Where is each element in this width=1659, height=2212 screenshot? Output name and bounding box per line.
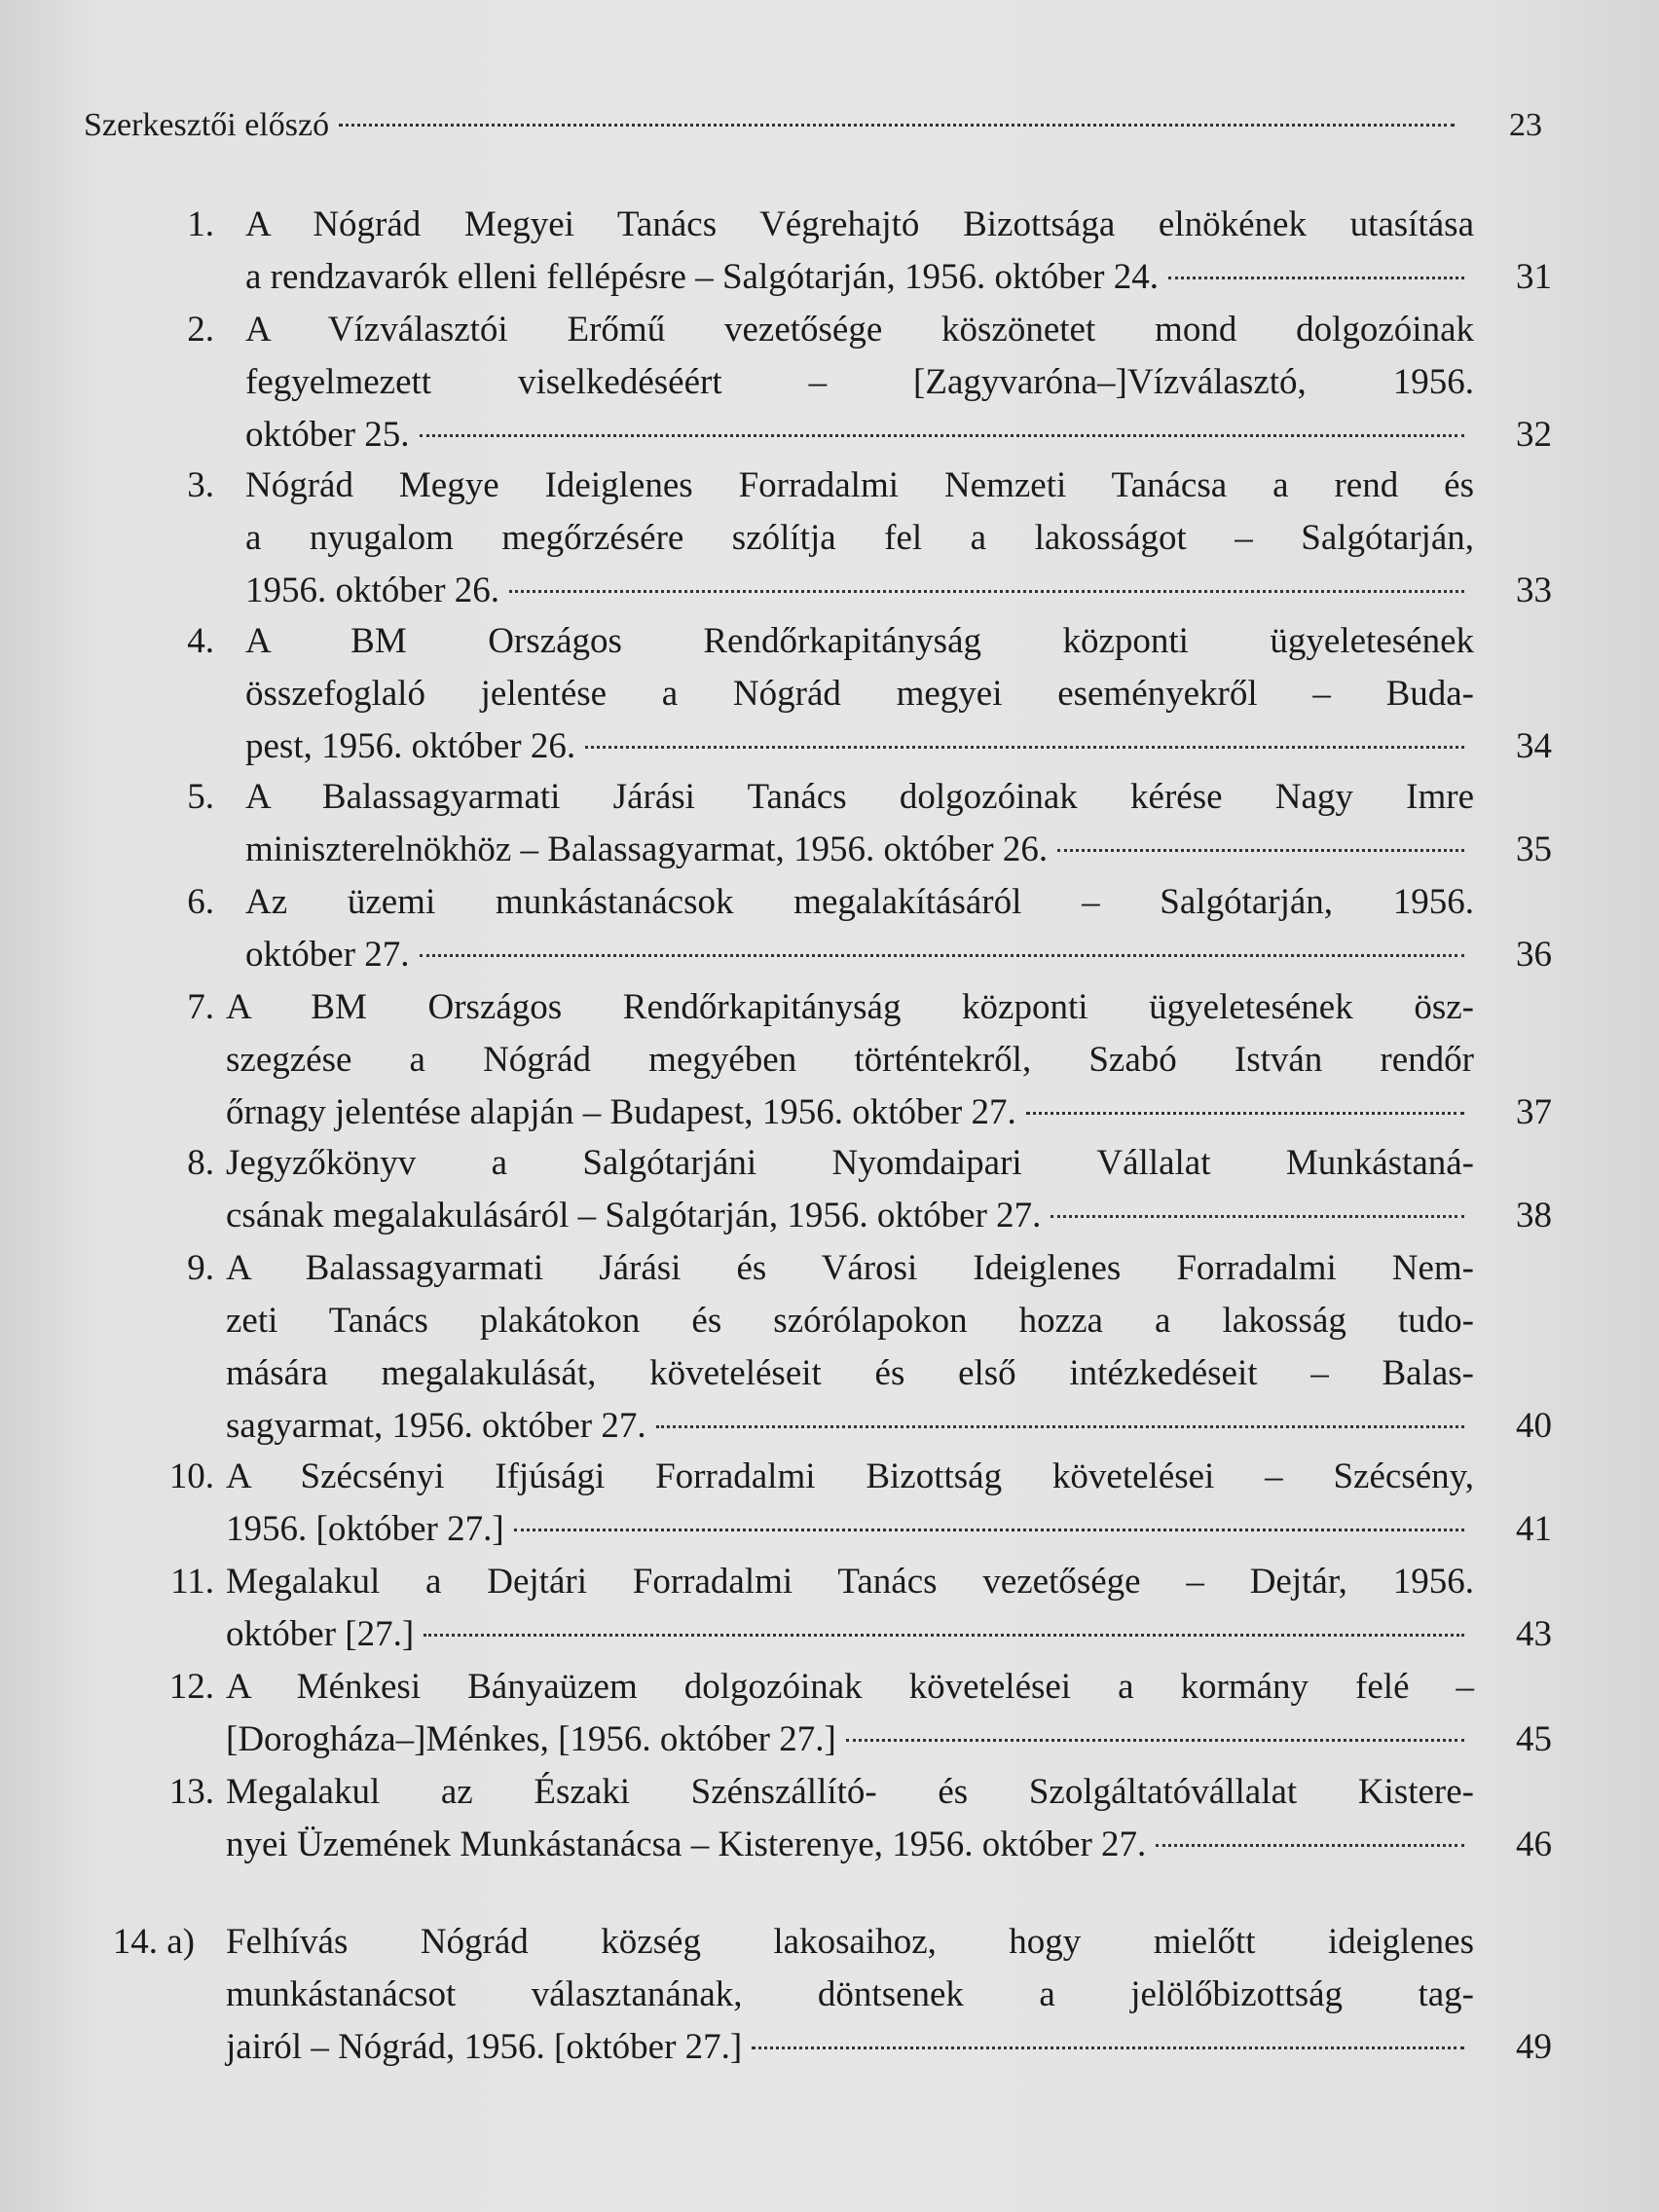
- toc-entry-line: A Balassagyarmati Járási Tanács dolgozóinak kérése Nagy Imre: [245, 777, 1474, 817]
- toc-entry-text: [245, 615, 1552, 773]
- toc-entry-line: [245, 409, 1552, 461]
- toc-entry-number: 7.: [187, 987, 214, 1027]
- toc-entry-line: [245, 565, 1552, 617]
- toc-entry-line: [245, 251, 1552, 304]
- toc-entry-line: A Ménkesi Bányaüzem dolgozóinak követelései a kormány felé –: [226, 1667, 1474, 1707]
- dot-leader: [1057, 849, 1464, 852]
- toc-entry-line: A BM Országos Rendőrkapitányság központi ügyeletesének ösz-: [226, 987, 1474, 1027]
- toc-entry-page: 49: [1516, 2027, 1552, 2067]
- toc-entry-line-text: sagyarmat, 1956. október 27.: [226, 1406, 646, 1446]
- dot-leader: [846, 1739, 1464, 1742]
- toc-entry-line: Jegyzőkönyv a Salgótarjáni Nyomdaipari Vállalat Munkástaná-: [226, 1143, 1474, 1183]
- toc-entry-text: [226, 1766, 1552, 1871]
- toc-entry-line: Nógrád Megye Ideiglenes Forradalmi Nemzeti Tanácsa a rend és: [245, 465, 1474, 505]
- toc-entry-line: fegyelmezett viselkedéséért – [Zagyvaróna–]Vízválasztó, 1956.: [245, 362, 1474, 402]
- dot-leader: [424, 1634, 1464, 1637]
- toc-entry-line: A BM Országos Rendőrkapitányság központi ügyeletesének: [245, 621, 1474, 661]
- toc-entry-line: a nyugalom megőrzésére szólítja fel a lakosságot – Salgótarján,: [245, 518, 1474, 558]
- toc-entry-page: 33: [1516, 571, 1552, 610]
- toc-entry-line-text: őrnagy jelentése alapján – Budapest, 1956. október 27.: [226, 1092, 1016, 1132]
- toc-preface-title: Szerkesztői előszó: [84, 107, 330, 143]
- dot-leader: [420, 434, 1464, 437]
- toc-entry-text: [226, 1242, 1552, 1453]
- toc-entry-line: Megalakul a Dejtári Forradalmi Tanács vezetősége – Dejtár, 1956.: [226, 1562, 1474, 1602]
- toc-entry-number: 10.: [168, 1456, 214, 1496]
- dot-leader: [656, 1425, 1464, 1428]
- toc-entry-line-text: 1956. [október 27.]: [226, 1509, 504, 1549]
- toc-entry-number: 12.: [168, 1667, 214, 1707]
- toc-entry-line: [226, 1400, 1552, 1453]
- toc-entry-number: 1.: [187, 204, 214, 244]
- dot-leader: [585, 746, 1464, 749]
- toc-entry-line: Megalakul az Északi Szénszállító- és Szolgáltatóvállalat Kistere-: [226, 1772, 1474, 1812]
- toc-entry-text: [245, 199, 1552, 304]
- toc-entry-line: [226, 1503, 1552, 1556]
- toc-entry-line: [226, 1190, 1552, 1242]
- toc-entry-text: [226, 1916, 1552, 2074]
- toc-entry-text: [226, 1661, 1552, 1766]
- dot-leader: [1156, 1844, 1464, 1847]
- toc-entry-line-text: nyei Üzemének Munkástanácsa – Kisterenye, 1956. október 27.: [226, 1825, 1147, 1864]
- toc-entry-line: [226, 1714, 1552, 1766]
- toc-entry-line-text: 1956. október 26.: [245, 571, 500, 610]
- toc-entry-line: összefoglaló jelentése a Nógrád megyei eseményekről – Buda-: [245, 674, 1474, 714]
- toc-entry-page: 32: [1516, 415, 1552, 455]
- toc-entry-line: zeti Tanács plakátokon és szórólapokon hozza a lakosság tudo-: [226, 1301, 1474, 1341]
- toc-entry-line-text: pest, 1956. október 26.: [245, 726, 576, 766]
- dot-leader: [509, 590, 1464, 593]
- toc-entry-page: 36: [1516, 935, 1552, 975]
- dot-leader: [752, 2046, 1464, 2049]
- dot-leader: [1051, 1215, 1464, 1218]
- toc-entry-page: 40: [1516, 1406, 1552, 1446]
- toc-entry-line: [245, 720, 1552, 773]
- toc-entry-text: [245, 304, 1552, 461]
- dot-leader: [514, 1529, 1464, 1531]
- toc-entry-line-text: jairól – Nógrád, 1956. [október 27.]: [226, 2027, 743, 2067]
- toc-entry-page: 46: [1516, 1825, 1552, 1864]
- toc-entry-number: 6.: [187, 882, 214, 922]
- toc-entry-number: 4.: [187, 621, 214, 661]
- toc-entry-page: 41: [1516, 1509, 1552, 1549]
- toc-entry-line: A Balassagyarmati Járási és Városi Ideiglenes Forradalmi Nem-: [226, 1248, 1474, 1288]
- toc-entry-line: [226, 1608, 1552, 1661]
- toc-entry-text: [245, 771, 1552, 876]
- toc-entry-text: [245, 460, 1552, 617]
- toc-entry-number: 11.: [170, 1562, 214, 1602]
- toc-entry-line: Felhívás Nógrád község lakosaihoz, hogy mielőtt ideiglenes: [226, 1922, 1474, 1962]
- toc-entry-line: A Vízválasztói Erőmű vezetősége köszönetet mond dolgozóinak: [245, 310, 1474, 350]
- dot-leader: [339, 124, 1455, 127]
- toc-entry-page: 43: [1516, 1614, 1552, 1654]
- toc-entry-number: 8.: [187, 1143, 214, 1183]
- toc-entry-text: [226, 1137, 1552, 1242]
- dot-leader: [1168, 276, 1464, 279]
- toc-entry-page: 38: [1516, 1196, 1552, 1235]
- toc-entry-text: [226, 1451, 1552, 1556]
- toc-entry-number: 5.: [187, 777, 214, 817]
- toc-entry-line: Az üzemi munkástanácsok megalakításáról – Salgótarján, 1956.: [245, 882, 1474, 922]
- dot-leader: [420, 954, 1464, 957]
- toc-entry-page: 31: [1516, 257, 1552, 297]
- toc-entry-number: 14. a): [112, 1922, 195, 1962]
- toc-entry-page: 45: [1516, 1719, 1552, 1759]
- toc-entry-page: 37: [1516, 1092, 1552, 1132]
- toc-entry-line-text: a rendzavarók elleni fellépésre – Salgótarján, 1956. október 24.: [245, 257, 1160, 297]
- dot-leader: [1026, 1112, 1464, 1115]
- toc-entry-number: 3.: [187, 465, 214, 505]
- toc-entry-line-text: október [27.]: [226, 1614, 415, 1654]
- watermark: [0, 2168, 12, 2212]
- toc-entry-line-text: október 27.: [245, 935, 410, 975]
- toc-entry-line-text: csának megalakulásáról – Salgótarján, 1956. október 27.: [226, 1196, 1042, 1235]
- toc-entry-text: [226, 981, 1552, 1139]
- toc-entry-text: [226, 1556, 1552, 1661]
- toc-entry-line: [226, 1819, 1552, 1871]
- toc-entry-line: mására megalakulását, követeléseit és első intézkedéseit – Balas-: [226, 1353, 1474, 1393]
- toc-entry-line-text: [Dorogháza–]Ménkes, [1956. október 27.]: [226, 1719, 836, 1759]
- toc-entry-line-text: október 25.: [245, 415, 410, 455]
- toc-entry-number: 2.: [187, 310, 214, 350]
- toc-entry-page: 34: [1516, 726, 1552, 766]
- toc-entry-page: 35: [1516, 830, 1552, 869]
- toc-entry-line: [245, 929, 1552, 981]
- toc-entry-line-text: miniszterelnökhöz – Balassagyarmat, 1956. október 26.: [245, 830, 1049, 869]
- toc-entry-line: szegzése a Nógrád megyében történtekről, Szabó István rendőr: [226, 1040, 1474, 1080]
- toc-entry-line: munkástanácsot választanának, döntsenek a jelölőbizottság tag-: [226, 1974, 1474, 2014]
- toc-entry-number: 9.: [187, 1248, 214, 1288]
- toc-entry-line: A Szécsényi Ifjúsági Forradalmi Bizottság követelései – Szécsény,: [226, 1456, 1474, 1496]
- toc-entry-line: [245, 824, 1552, 876]
- toc-entry-line: [226, 1087, 1552, 1139]
- toc-entry-line: [226, 2021, 1552, 2074]
- toc-entry-line: A Nógrád Megyei Tanács Végrehajtó Bizottsága elnökének utasítása: [245, 204, 1474, 244]
- toc-preface-page: 23: [1509, 107, 1542, 143]
- toc-entry-text: [245, 876, 1552, 981]
- toc-entry-number: 13.: [168, 1772, 214, 1812]
